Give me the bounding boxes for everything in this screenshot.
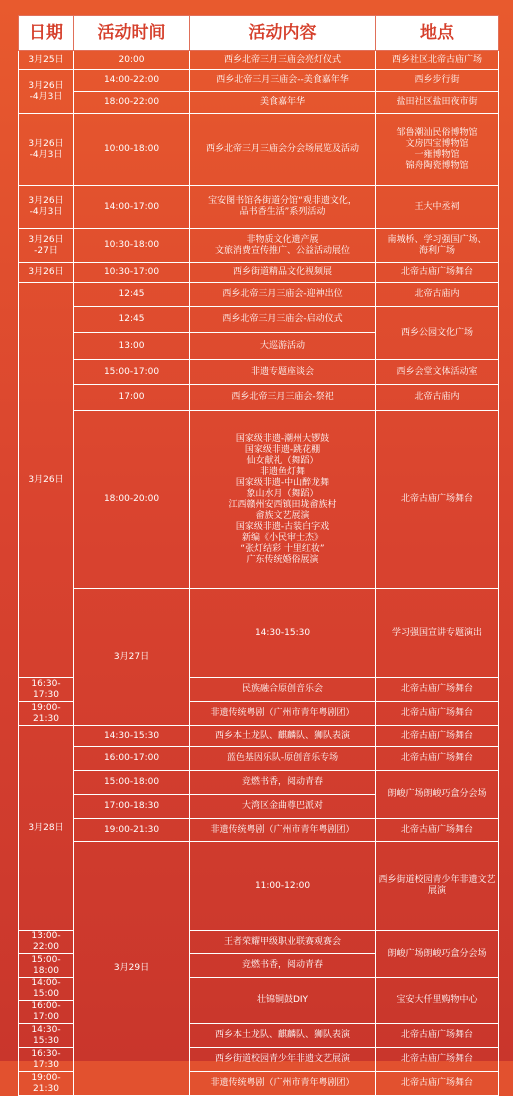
place-cell [376, 283, 499, 307]
time-cell: 14:00-15:00 [19, 978, 74, 1001]
place-line: 北帝古庙广场舞台 [400, 1054, 473, 1064]
place-line: 邹鲁潮汕民俗博物馆 [396, 127, 478, 138]
time-cell: 14:00-17:00 [74, 186, 190, 229]
table-row [19, 726, 499, 747]
content-cell [190, 1048, 376, 1072]
time-cell: 16:30-17:30 [19, 1048, 74, 1072]
time-cell: 16:00- 17:00 [19, 1001, 74, 1024]
content-cell [190, 726, 376, 747]
content-line: 广东传统婚俗展演 [246, 554, 319, 565]
place-cell [376, 263, 499, 283]
content-cell [190, 978, 376, 1024]
place-cell [376, 1072, 499, 1096]
content-line: 西乡本土龙队、麒麟队、狮队表演 [214, 730, 350, 741]
content-line: 蓝色基因乐队-原创音乐专场 [226, 753, 339, 763]
date-line: 3月27日 [113, 651, 150, 662]
content-cell [376, 589, 499, 678]
time-cell: 17:00-18:30 [74, 795, 190, 819]
place-cell [376, 186, 499, 229]
content-cell [190, 747, 376, 771]
table-row [19, 819, 499, 842]
place-cell [376, 114, 499, 186]
place-line: 西乡公园文化广场 [400, 327, 473, 338]
table-row [19, 842, 499, 931]
place-line: 北帝古庙广场舞台 [400, 1078, 473, 1088]
time-cell: 15:00-18:00 [74, 771, 190, 795]
content-line: 国家级非遗-中山醉龙舞 [235, 477, 330, 488]
place-line: 北帝古庙广场舞台 [400, 708, 473, 718]
place-cell [376, 411, 499, 589]
place-line: 盐田社区盐田夜市街 [396, 97, 478, 107]
content-line: 西乡北帝三月三庙会--美食嘉年华 [216, 75, 349, 85]
place-line: 朗峻广场朗峻巧盒分会场 [387, 789, 487, 799]
place-cell [376, 771, 499, 819]
table-row [19, 771, 499, 795]
content-cell [190, 385, 376, 411]
place-line: 西乡社区北帝古庙广场 [391, 54, 482, 65]
schedule-table [18, 15, 499, 1096]
content-line: 西乡北帝三月三庙会-祭祀 [231, 392, 334, 402]
time-cell: 16:00-17:00 [74, 747, 190, 771]
date-line: 3月26日 [28, 267, 64, 277]
content-cell [190, 411, 376, 589]
content-line: 西乡北帝三月三庙会分会场展览及活动 [205, 144, 359, 154]
content-line: 国家级非遗-潮州大锣鼓 [235, 433, 330, 444]
content-line: 非遗传统粤剧（广州市青年粤剧团） [210, 708, 355, 718]
content-cell [190, 186, 376, 229]
date-cell [19, 283, 74, 678]
time-cell: 18:00-20:00 [74, 411, 190, 589]
place-cell [376, 1048, 499, 1072]
content-line: 非遗专题座谈会 [250, 366, 314, 377]
time-cell: 15:00-18:00 [19, 954, 74, 978]
content-line: 大巡游活动 [259, 340, 305, 351]
content-line: 非遗传统粤剧（广州市青年粤剧团） [210, 824, 355, 835]
content-cell [190, 70, 376, 92]
place-cell [376, 92, 499, 114]
place-cell [376, 307, 499, 360]
table-row [19, 186, 499, 229]
time-cell: 10:30-18:00 [74, 229, 190, 263]
place-cell [376, 360, 499, 385]
table-row [19, 92, 499, 114]
content-line: 学习强国宣讲专题演出 [391, 627, 482, 638]
time-cell: 14:30-15:30 [19, 1024, 74, 1048]
header-row [19, 16, 499, 51]
date-line: 3月25日 [28, 54, 64, 65]
date-line: 3月26日 [28, 234, 64, 245]
content-line: 西乡街道校园青少年非遗文艺展演 [378, 875, 496, 896]
place-line: 南城桥、学习强国广场、 [387, 234, 487, 245]
content-cell [190, 263, 376, 283]
date-cell [19, 229, 74, 263]
content-line: 西乡北帝三月三庙会亮灯仪式 [223, 54, 341, 65]
table-row [19, 411, 499, 589]
date-line: 3月26日 [28, 474, 64, 485]
content-cell [190, 795, 376, 819]
content-cell [190, 702, 376, 726]
content-line: 仙女献礼（舞蹈） [246, 455, 319, 466]
place-cell [376, 385, 499, 411]
content-line: 王者荣耀甲级职业联赛观赛会 [223, 936, 341, 947]
time-cell: 14:30-15:30 [190, 589, 376, 678]
time-cell: 20:00 [74, 51, 190, 70]
content-line: 美食嘉年华 [259, 97, 305, 107]
time-cell: 14:30-15:30 [74, 726, 190, 747]
content-line: 西乡本土龙队、麒麟队、狮队表演 [214, 1030, 350, 1040]
table-row [19, 747, 499, 771]
date-line: -4月3日 [29, 149, 63, 160]
place-cell [376, 678, 499, 702]
content-line: 非物质文化遗产展 [246, 234, 319, 245]
date-cell [19, 51, 74, 70]
content-line: 宝安图书馆各街道分馆“观非遗文化， [208, 196, 357, 206]
content-line: 民族融合原创音乐会 [241, 684, 323, 694]
time-cell: 19:00-21:30 [74, 819, 190, 842]
place-line: 西乡步行街 [414, 75, 460, 85]
table-row [19, 385, 499, 411]
time-cell: 10:00-18:00 [74, 114, 190, 186]
content-line: 象山水月（舞蹈） [246, 488, 319, 499]
place-cell [376, 931, 499, 978]
content-cell [190, 678, 376, 702]
place-line: 北帝古庙广场舞台 [400, 753, 473, 763]
content-cell [190, 114, 376, 186]
content-cell [190, 1024, 376, 1048]
place-line: 海利广场 [418, 245, 455, 256]
place-cell [376, 229, 499, 263]
table-row [19, 229, 499, 263]
place-line: 锦舟陶瓷博物馆 [405, 160, 469, 171]
content-cell [190, 1072, 376, 1096]
content-line: “张灯结彩 十里红妆” [240, 543, 325, 554]
place-cell [376, 702, 499, 726]
place-cell [376, 726, 499, 747]
table-row [19, 589, 499, 678]
place-line: 宝安大仟里购物中心 [396, 995, 478, 1005]
place-line: 北帝古庙广场舞台 [400, 494, 473, 504]
content-cell [190, 954, 376, 978]
content-line: 西乡街道校园青少年非遗文艺展演 [214, 1054, 350, 1064]
content-cell [190, 931, 376, 954]
place-line: 西乡会堂文体活动室 [396, 366, 478, 377]
content-cell [190, 360, 376, 385]
table-row [19, 307, 499, 333]
place-line: 北帝古庙内 [414, 289, 460, 299]
date-cell [19, 186, 74, 229]
header-content: 活动内容 [190, 16, 376, 51]
time-cell: 15:00-17:00 [74, 360, 190, 385]
place-line: 一雍博物馆 [414, 149, 460, 160]
content-line: 品书香生活”系列活动 [239, 207, 326, 217]
time-cell: 14:00-22:00 [74, 70, 190, 92]
table-row [19, 283, 499, 307]
place-cell [376, 978, 499, 1024]
place-line: 王大中丞祠 [414, 201, 460, 212]
place-cell [376, 747, 499, 771]
table-row [19, 114, 499, 186]
date-cell [74, 589, 190, 726]
place-line: 北帝古庙广场舞台 [400, 684, 473, 694]
content-cell [376, 842, 499, 931]
time-cell: 16:30-17:30 [19, 678, 74, 702]
time-cell: 19:00-21:30 [19, 702, 74, 726]
content-line: 竞燃书香，阅动青春 [241, 960, 323, 970]
content-line: 畲族文艺展演 [255, 510, 310, 521]
place-line: 北帝古庙广场舞台 [400, 730, 473, 741]
content-cell [190, 771, 376, 795]
place-line: 北帝古庙广场舞台 [400, 1030, 473, 1040]
date-line: 3月26日 [28, 80, 64, 91]
time-cell: 12:45 [74, 307, 190, 333]
content-line: 江西赣州安西镇田垅畲族村 [228, 499, 337, 510]
content-line: 国家级非遗-古装白字戏 [235, 521, 330, 532]
content-cell [190, 283, 376, 307]
content-line: 非遗鱼灯舞 [259, 466, 305, 477]
content-line: 竞燃书香，阅动青春 [241, 777, 323, 787]
time-cell: 13:00 [74, 333, 190, 360]
header-time: 活动时间 [74, 16, 190, 51]
time-cell: 12:45 [74, 283, 190, 307]
content-line: 文旅消费宣传推广、公益活动展位 [214, 245, 350, 256]
date-line: -4月3日 [29, 207, 63, 217]
content-cell [190, 307, 376, 333]
date-cell [19, 263, 74, 283]
date-line: 3月29日 [113, 963, 150, 973]
date-line: 3月28日 [28, 822, 64, 833]
date-line: 3月26日 [28, 138, 64, 149]
header-place: 地点 [376, 16, 499, 51]
content-cell [190, 51, 376, 70]
place-cell [376, 51, 499, 70]
place-cell [376, 70, 499, 92]
content-line: 国家级非遗-跳花棚 [244, 444, 321, 455]
date-cell [19, 114, 74, 186]
content-line: 西乡北帝三月三庙会-启动仪式 [222, 314, 343, 324]
content-cell [190, 229, 376, 263]
place-line: 北帝古庙广场舞台 [400, 267, 473, 277]
content-line: 壮锦铜鼓DIY [256, 995, 309, 1005]
date-line: -27日 [34, 245, 58, 256]
place-line: 北帝古庙内 [414, 392, 460, 402]
table-row [19, 360, 499, 385]
table-row [19, 70, 499, 92]
time-cell: 11:00-12:00 [190, 842, 376, 931]
content-cell [190, 92, 376, 114]
time-cell: 13:00-22:00 [19, 931, 74, 954]
date-cell [19, 70, 74, 114]
content-line: 新编《小民审士杰》 [241, 532, 323, 543]
content-line: 西乡街道精品文化视频展 [232, 267, 332, 277]
time-cell: 19:00-21:30 [19, 1072, 74, 1096]
place-cell [376, 1024, 499, 1048]
date-cell [19, 726, 74, 931]
place-line: 文房四宝博物馆 [405, 138, 469, 149]
place-cell [376, 819, 499, 842]
content-cell [190, 819, 376, 842]
time-cell: 10:30-17:00 [74, 263, 190, 283]
header-date: 日期 [19, 16, 74, 51]
date-line: -4月3日 [29, 91, 63, 102]
time-cell: 18:00-22:00 [74, 92, 190, 114]
table-row [19, 51, 499, 70]
content-cell [190, 333, 376, 360]
place-line: 北帝古庙广场舞台 [400, 824, 473, 835]
place-line: 朗峻广场朗峻巧盒分会场 [387, 948, 487, 959]
content-line: 西乡北帝三月三庙会-迎神出位 [222, 289, 343, 299]
content-line: 非遗传统粤剧（广州市青年粤剧团） [210, 1078, 355, 1088]
content-line: 大湾区金曲尊巴派对 [241, 801, 323, 811]
table-row [19, 263, 499, 283]
date-cell [74, 842, 190, 1096]
time-cell: 17:00 [74, 385, 190, 411]
date-line: 3月26日 [28, 196, 64, 206]
